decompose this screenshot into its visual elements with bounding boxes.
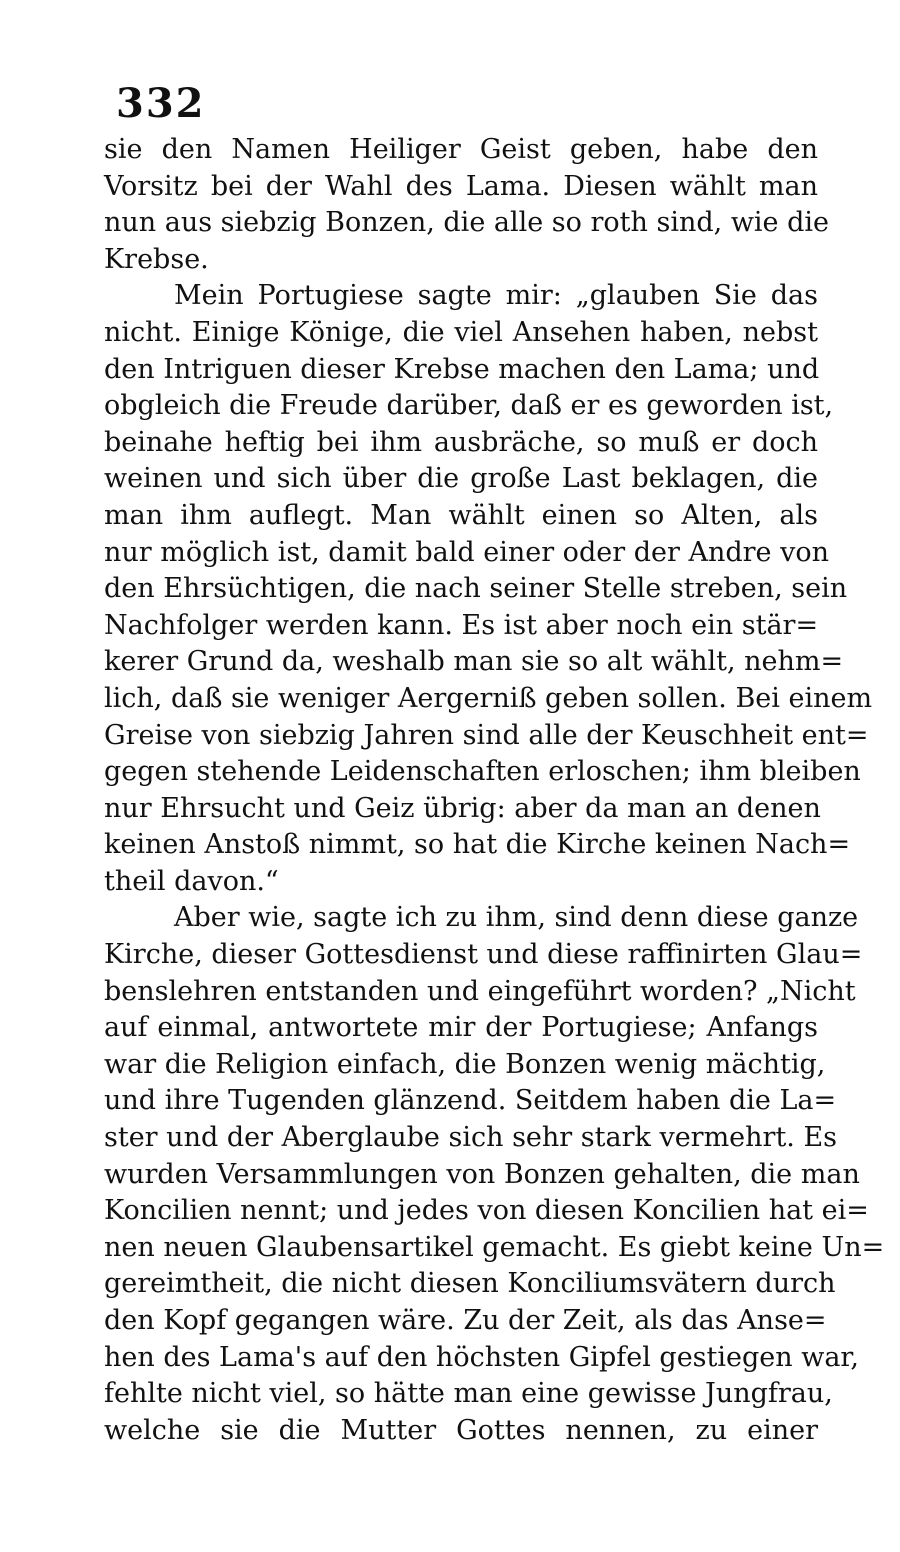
text-line: und ihre Tugenden glänzend. Seitdem haben die La= [104, 1085, 837, 1117]
text-line: war die Religion einfach, die Bonzen wenig mächtig, [104, 1048, 826, 1080]
text-line: hen des Lama's auf den höchsten Gipfel gestiegen war, [104, 1341, 859, 1373]
text-line: nur möglich ist, damit bald einer oder der Andre von [104, 536, 829, 568]
text-line: den Kopf gegangen wäre. Zu der Zeit, als das Anse= [104, 1305, 827, 1336]
text-line: Koncilien nennt; und jedes von diesen Koncilien hat ei= [104, 1195, 869, 1227]
text-line: nun aus siebzig Bonzen, die alle so roth sind, wie die [104, 207, 830, 239]
text-line: sie den Namen Heiliger Geist geben, habe den [104, 134, 818, 165]
text-line: Nachfolger werden kann. Es ist aber noch ein stär= [104, 609, 819, 641]
text-line: beinahe heftig bei ihm ausbräche, so muß er doch [104, 426, 818, 458]
text-line: Krebse. [104, 243, 209, 275]
text-line: gegen stehende Leidenschaften erloschen; ihm bleiben [104, 756, 861, 788]
text-line: nen neuen Glaubensartikel gemacht. Es giebt keine Un= [104, 1231, 885, 1263]
body-text [104, 132, 885, 1449]
text-line: welche sie die Mutter Gottes nennen, zu einer [104, 1414, 818, 1446]
text-line: ster und der Aberglaube sich sehr stark vermehrt. Es [104, 1122, 838, 1154]
text-line: Aber wie, sagte ich zu ihm, sind denn diese ganze [174, 902, 859, 934]
text-line: Kirche, dieser Gottesdienst und diese raffinirten Glau= [104, 939, 863, 971]
text-line: nicht. Einige Könige, die viel Ansehen haben, nebst [104, 316, 818, 348]
text-line: theil davon.“ [104, 865, 279, 897]
text-line: lich, daß sie weniger Aergerniß geben sollen. Bei einem [104, 682, 873, 714]
page-number: 332 [116, 80, 206, 127]
text-line: fehlte nicht viel, so hätte man eine gewisse Jungfrau, [104, 1378, 833, 1410]
text-line: obgleich die Freude darüber, daß er es geworden ist, [104, 390, 834, 422]
text-line: Greise von siebzig Jahren sind alle der Keuschheit ent= [104, 719, 869, 751]
text-line: den Ehrsüchtigen, die nach seiner Stelle streben, sein [104, 573, 848, 605]
text-line: wurden Versammlungen von Bonzen gehalten, die man [104, 1158, 860, 1190]
text-line: gereimtheit, die nicht diesen Konciliumsvätern durch [104, 1268, 836, 1300]
text-line: man ihm auflegt. Man wählt einen so Alten, als [104, 499, 818, 531]
text-line: weinen und sich über die große Last beklagen, die [104, 463, 818, 495]
text-line: den Intriguen dieser Krebse machen den Lama; und [104, 353, 820, 385]
text-line: Mein Portugiese sagte mir: „glauben Sie das [174, 280, 818, 312]
text-line: keinen Anstoß nimmt, so hat die Kirche keinen Nach= [104, 829, 851, 861]
text-line: kerer Grund da, weshalb man sie so alt wählt, nehm= [104, 646, 844, 678]
text-line: nur Ehrsucht und Geiz übrig: aber da man an denen [104, 792, 821, 824]
text-line: Vorsitz bei der Wahl des Lama. Diesen wählt man [104, 170, 818, 202]
text-line: auf einmal, antwortete mir der Portugiese; Anfangs [104, 1012, 818, 1044]
text-line: benslehren entstanden und eingeführt worden? „Nicht [104, 975, 856, 1007]
